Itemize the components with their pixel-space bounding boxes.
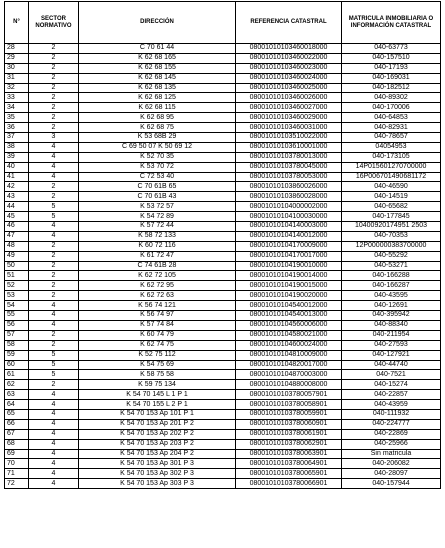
cell-direccion: K 54 72 89	[79, 212, 236, 222]
cell-direccion: K 60 72 116	[79, 241, 236, 251]
cell-direccion: K 52 70 35	[79, 152, 236, 162]
cell-number: 31	[5, 73, 29, 83]
cell-number: 68	[5, 439, 29, 449]
cell-number: 64	[5, 400, 29, 410]
cell-referencia: 08001010103510022000	[236, 133, 342, 143]
cell-direccion: K 62 68 135	[79, 83, 236, 93]
cell-number: 69	[5, 449, 29, 459]
cell-referencia: 08001010104810009000	[236, 350, 342, 360]
cell-number: 38	[5, 142, 29, 152]
cell-direccion: K 57 74 84	[79, 320, 236, 330]
cell-matricula: 040-182512	[342, 83, 441, 93]
table-row	[5, 202, 441, 212]
cell-number: 58	[5, 340, 29, 350]
table-row	[5, 83, 441, 93]
cell-referencia: 08001010103460027000	[236, 103, 342, 113]
cell-direccion: K 59 75 134	[79, 380, 236, 390]
table-row	[5, 231, 441, 241]
cell-number: 34	[5, 103, 29, 113]
cell-direccion: K 54 70 153 Ap 101 P 1	[79, 409, 236, 419]
table-row	[5, 44, 441, 54]
cell-matricula: 040-89302	[342, 93, 441, 103]
cell-sector: 2	[29, 380, 79, 390]
cell-sector: 2	[29, 271, 79, 281]
cell-matricula: 040-78657	[342, 133, 441, 143]
table-row	[5, 212, 441, 222]
cell-sector: 4	[29, 162, 79, 172]
cell-matricula: 040-157510	[342, 53, 441, 63]
cell-referencia: 08001010103780065901	[236, 469, 342, 479]
table-row	[5, 439, 441, 449]
cell-matricula: 040-15274	[342, 380, 441, 390]
cell-number: 50	[5, 261, 29, 271]
cell-matricula: 040-46590	[342, 182, 441, 192]
table-row	[5, 251, 441, 261]
cell-sector: 2	[29, 291, 79, 301]
cell-matricula: 040-43595	[342, 291, 441, 301]
cell-matricula: 040-127921	[342, 350, 441, 360]
table-body	[5, 44, 441, 489]
cell-sector: 4	[29, 390, 79, 400]
cell-matricula: 16P006701490681172	[342, 172, 441, 182]
cell-referencia: 08001010104540012000	[236, 301, 342, 311]
cell-sector: 2	[29, 53, 79, 63]
cell-sector: 2	[29, 113, 79, 123]
table-row	[5, 291, 441, 301]
cell-matricula: 040-82931	[342, 123, 441, 133]
cell-number: 37	[5, 133, 29, 143]
cell-referencia: 08001010103460029000	[236, 113, 342, 123]
cell-number: 70	[5, 459, 29, 469]
cell-referencia: 08001010103460018000	[236, 44, 342, 54]
cell-direccion: K 52 75 112	[79, 350, 236, 360]
cell-direccion: K 53 70 72	[79, 162, 236, 172]
cell-matricula: 040-70353	[342, 231, 441, 241]
cell-matricula: 040-169031	[342, 73, 441, 83]
table-row	[5, 222, 441, 232]
cell-sector: 2	[29, 182, 79, 192]
cell-number: 56	[5, 320, 29, 330]
table-row	[5, 261, 441, 271]
cell-referencia: 08001010103780061901	[236, 429, 342, 439]
cell-referencia: 08001010103780063901	[236, 449, 342, 459]
cadastral-table	[4, 1, 441, 489]
cell-number: 54	[5, 301, 29, 311]
cell-sector: 2	[29, 192, 79, 202]
table-row	[5, 182, 441, 192]
table-row	[5, 73, 441, 83]
cell-referencia: 08001010104870003000	[236, 370, 342, 380]
cell-matricula: 040-27593	[342, 340, 441, 350]
cell-referencia: 08001010103780060901	[236, 419, 342, 429]
cell-direccion: K 54 70 145 L 1 P 1	[79, 390, 236, 400]
cell-sector: 4	[29, 469, 79, 479]
cell-referencia: 08001010103780045000	[236, 162, 342, 172]
cell-direccion: K 58 72 133	[79, 231, 236, 241]
cell-direccion: K 53 68B 29	[79, 133, 236, 143]
cell-matricula: Sin matricula	[342, 449, 441, 459]
cell-sector: 4	[29, 301, 79, 311]
cell-matricula: 040-43959	[342, 400, 441, 410]
cell-matricula: 040-395942	[342, 311, 441, 321]
cell-sector: 2	[29, 63, 79, 73]
cell-referencia: 08001010103460025000	[236, 83, 342, 93]
cell-sector: 2	[29, 261, 79, 271]
cell-sector: 4	[29, 409, 79, 419]
cell-referencia: 08001010103460026000	[236, 93, 342, 103]
cell-sector: 2	[29, 330, 79, 340]
cell-matricula: 040-17193	[342, 63, 441, 73]
cell-number: 43	[5, 192, 29, 202]
table-row	[5, 360, 441, 370]
cell-referencia: 08001010103780059901	[236, 409, 342, 419]
cell-matricula: 040-63773	[342, 44, 441, 54]
table-row	[5, 380, 441, 390]
table-row	[5, 370, 441, 380]
cell-number: 61	[5, 370, 29, 380]
header-sector: SECTOR NORMATIVO	[29, 2, 79, 44]
cell-number: 49	[5, 251, 29, 261]
cell-matricula: 040-25966	[342, 439, 441, 449]
cell-direccion: K 62 68 155	[79, 63, 236, 73]
cell-direccion: C 69 50 07 K 50 69 12	[79, 142, 236, 152]
cell-direccion: C 70 61B 65	[79, 182, 236, 192]
cell-direccion: C 74 61B 28	[79, 261, 236, 271]
table-row	[5, 429, 441, 439]
cell-sector: 2	[29, 123, 79, 133]
cell-sector: 4	[29, 152, 79, 162]
cell-sector: 2	[29, 93, 79, 103]
cell-referencia: 08001010104190020000	[236, 291, 342, 301]
table-row	[5, 241, 441, 251]
cell-direccion: K 56 74 121	[79, 301, 236, 311]
cell-referencia: 08001010103780057901	[236, 390, 342, 400]
table-row	[5, 350, 441, 360]
cell-matricula: 040-211954	[342, 330, 441, 340]
cell-referencia: 08001010104140003000	[236, 222, 342, 232]
cell-matricula: 040-44740	[342, 360, 441, 370]
table-row	[5, 123, 441, 133]
header-number: N°	[5, 2, 29, 44]
table-row	[5, 311, 441, 321]
cell-matricula: 040-166288	[342, 271, 441, 281]
cell-referencia: 08001010104580021000	[236, 330, 342, 340]
cell-direccion: K 62 68 125	[79, 93, 236, 103]
cell-number: 42	[5, 182, 29, 192]
cell-number: 46	[5, 222, 29, 232]
cell-sector: 4	[29, 172, 79, 182]
table-row	[5, 400, 441, 410]
cell-direccion: K 56 74 97	[79, 311, 236, 321]
cell-direccion: K 62 74 75	[79, 340, 236, 350]
cell-matricula: 14P015601270700000	[342, 162, 441, 172]
cell-referencia: 08001010104140012000	[236, 231, 342, 241]
cell-number: 71	[5, 469, 29, 479]
cell-number: 35	[5, 113, 29, 123]
cell-sector: 2	[29, 44, 79, 54]
cell-referencia: 08001010103780013000	[236, 152, 342, 162]
cell-direccion: K 54 70 153 Ap 301 P 3	[79, 459, 236, 469]
cell-matricula: 040-166287	[342, 281, 441, 291]
cell-direccion: C 70 61B 43	[79, 192, 236, 202]
cell-referencia: 08001010104190010000	[236, 261, 342, 271]
cell-sector: 4	[29, 459, 79, 469]
cell-direccion: K 53 72 57	[79, 202, 236, 212]
cell-sector: 3	[29, 133, 79, 143]
cell-sector: 4	[29, 311, 79, 321]
cell-number: 57	[5, 330, 29, 340]
cell-number: 59	[5, 350, 29, 360]
cell-sector: 5	[29, 370, 79, 380]
cell-direccion: K 54 75 69	[79, 360, 236, 370]
cell-sector: 5	[29, 202, 79, 212]
table-row	[5, 192, 441, 202]
cell-direccion: K 54 70 153 Ap 204 P 2	[79, 449, 236, 459]
cell-referencia: 08001010103860026000	[236, 182, 342, 192]
cell-matricula: 040-173105	[342, 152, 441, 162]
table-header-row	[5, 2, 441, 44]
cell-matricula: 040-177845	[342, 212, 441, 222]
cell-number: 65	[5, 409, 29, 419]
table-row	[5, 390, 441, 400]
cell-number: 66	[5, 419, 29, 429]
table-row	[5, 133, 441, 143]
cell-sector: 2	[29, 281, 79, 291]
cell-number: 62	[5, 380, 29, 390]
cell-sector: 2	[29, 103, 79, 113]
cell-sector: 5	[29, 360, 79, 370]
cell-direccion: K 62 72 95	[79, 281, 236, 291]
cell-number: 40	[5, 162, 29, 172]
cell-number: 60	[5, 360, 29, 370]
cell-sector: 4	[29, 479, 79, 489]
cell-sector: 4	[29, 439, 79, 449]
cell-direccion: K 54 70 153 Ap 302 P 3	[79, 469, 236, 479]
cell-referencia: 08001010104880008000	[236, 380, 342, 390]
cell-referencia: 08001010103460022000	[236, 53, 342, 63]
table-row	[5, 63, 441, 73]
cell-number: 72	[5, 479, 29, 489]
cell-referencia: 08001010103780062901	[236, 439, 342, 449]
table-row	[5, 152, 441, 162]
table-row	[5, 419, 441, 429]
cell-sector: 4	[29, 222, 79, 232]
cell-number: 44	[5, 202, 29, 212]
cell-referencia: 08001010103610001000	[236, 142, 342, 152]
cell-direccion: C 70 61 44	[79, 44, 236, 54]
cell-number: 32	[5, 83, 29, 93]
cell-sector: 2	[29, 83, 79, 93]
cell-matricula: 040-64853	[342, 113, 441, 123]
cell-referencia: 08001010103860028000	[236, 192, 342, 202]
table-row	[5, 113, 441, 123]
cell-matricula: 040-111932	[342, 409, 441, 419]
cell-referencia: 08001010104190014000	[236, 271, 342, 281]
cell-matricula: 04054953	[342, 142, 441, 152]
cell-sector: 4	[29, 400, 79, 410]
cell-referencia: 08001010104170009000	[236, 241, 342, 251]
cell-referencia: 08001010103780064901	[236, 459, 342, 469]
cell-number: 33	[5, 93, 29, 103]
cell-number: 30	[5, 63, 29, 73]
table-row	[5, 409, 441, 419]
cell-matricula: 040-22857	[342, 390, 441, 400]
table-row	[5, 469, 441, 479]
cell-direccion: K 62 68 95	[79, 113, 236, 123]
table-row	[5, 449, 441, 459]
cell-direccion: K 62 72 105	[79, 271, 236, 281]
cell-sector: 5	[29, 350, 79, 360]
cell-matricula: 040-65682	[342, 202, 441, 212]
cell-number: 45	[5, 212, 29, 222]
cell-sector: 4	[29, 419, 79, 429]
cell-matricula: 040-88340	[342, 320, 441, 330]
cell-direccion: C 72 53 40	[79, 172, 236, 182]
table-row	[5, 172, 441, 182]
cell-matricula: 040-12691	[342, 301, 441, 311]
cell-direccion: K 61 72 47	[79, 251, 236, 261]
cell-direccion: K 57 72 44	[79, 222, 236, 232]
cell-matricula: 040-53271	[342, 261, 441, 271]
cell-number: 67	[5, 429, 29, 439]
cell-referencia: 08001010104820017000	[236, 360, 342, 370]
cell-matricula: 10400920174951 2503	[342, 222, 441, 232]
cell-direccion: K 54 70 153 Ap 201 P 2	[79, 419, 236, 429]
table-row	[5, 330, 441, 340]
cell-number: 28	[5, 44, 29, 54]
cell-matricula: 040-170006	[342, 103, 441, 113]
cell-sector: 4	[29, 231, 79, 241]
cell-matricula: 040-224777	[342, 419, 441, 429]
table-row	[5, 53, 441, 63]
cell-direccion: K 62 68 165	[79, 53, 236, 63]
cell-direccion: K 62 72 63	[79, 291, 236, 301]
cell-referencia: 08001010103460023000	[236, 63, 342, 73]
cell-referencia: 08001010104000002000	[236, 202, 342, 212]
cell-matricula: 040-55292	[342, 251, 441, 261]
table-row	[5, 271, 441, 281]
cell-sector: 5	[29, 212, 79, 222]
cell-sector: 2	[29, 251, 79, 261]
cell-matricula: 040-28097	[342, 469, 441, 479]
cell-number: 48	[5, 241, 29, 251]
cell-matricula: 12P000000383700000	[342, 241, 441, 251]
table-row	[5, 459, 441, 469]
cell-direccion: K 62 68 115	[79, 103, 236, 113]
table-row	[5, 93, 441, 103]
cell-referencia: 08001010103460031000	[236, 123, 342, 133]
cell-direccion: K 54 70 153 Ap 303 P 3	[79, 479, 236, 489]
cell-referencia: 08001010103460024000	[236, 73, 342, 83]
cell-referencia: 08001010103780058901	[236, 400, 342, 410]
cell-direccion: K 54 70 155 L 2 P 1	[79, 400, 236, 410]
header-direccion: DIRECCIÓN	[79, 2, 236, 44]
cell-number: 51	[5, 271, 29, 281]
cell-number: 41	[5, 172, 29, 182]
cell-number: 47	[5, 231, 29, 241]
cell-referencia: 08001010103780053000	[236, 172, 342, 182]
table-row	[5, 340, 441, 350]
cell-sector: 4	[29, 142, 79, 152]
cell-referencia: 08001010104100030000	[236, 212, 342, 222]
cell-referencia: 08001010104540013000	[236, 311, 342, 321]
table-row	[5, 142, 441, 152]
table-row	[5, 103, 441, 113]
cell-sector: 2	[29, 340, 79, 350]
cell-number: 55	[5, 311, 29, 321]
cell-matricula: 040-14519	[342, 192, 441, 202]
cell-number: 53	[5, 291, 29, 301]
cell-number: 63	[5, 390, 29, 400]
table-row	[5, 479, 441, 489]
table-row	[5, 281, 441, 291]
cell-direccion: K 54 70 153 Ap 203 P 2	[79, 439, 236, 449]
header-matricula: MATRICULA INMOBILIARIA O INFORMACIÓN CATASTRAL	[342, 2, 441, 44]
cell-matricula: 040-206082	[342, 459, 441, 469]
cell-referencia: 08001010103780066901	[236, 479, 342, 489]
cell-matricula: 040-7521	[342, 370, 441, 380]
cell-direccion: K 54 70 153 Ap 202 P 2	[79, 429, 236, 439]
table-row	[5, 320, 441, 330]
cell-number: 29	[5, 53, 29, 63]
cell-direccion: K 60 74 79	[79, 330, 236, 340]
cell-referencia: 08001010104170017000	[236, 251, 342, 261]
cell-number: 36	[5, 123, 29, 133]
cell-sector: 4	[29, 449, 79, 459]
cell-sector: 2	[29, 73, 79, 83]
cell-direccion: K 58 75 58	[79, 370, 236, 380]
cell-sector: 2	[29, 241, 79, 251]
cell-number: 52	[5, 281, 29, 291]
cell-number: 39	[5, 152, 29, 162]
cell-referencia: 08001010104560006000	[236, 320, 342, 330]
table-row	[5, 162, 441, 172]
cell-matricula: 040-157944	[342, 479, 441, 489]
cell-direccion: K 62 68 75	[79, 123, 236, 133]
cell-referencia: 08001010104600024000	[236, 340, 342, 350]
cell-sector: 4	[29, 429, 79, 439]
cell-referencia: 08001010104190015000	[236, 281, 342, 291]
cell-direccion: K 62 68 145	[79, 73, 236, 83]
header-referencia: REFERENCIA CATASTRAL	[236, 2, 342, 44]
cell-sector: 4	[29, 320, 79, 330]
cell-matricula: 040-22869	[342, 429, 441, 439]
table-row	[5, 301, 441, 311]
